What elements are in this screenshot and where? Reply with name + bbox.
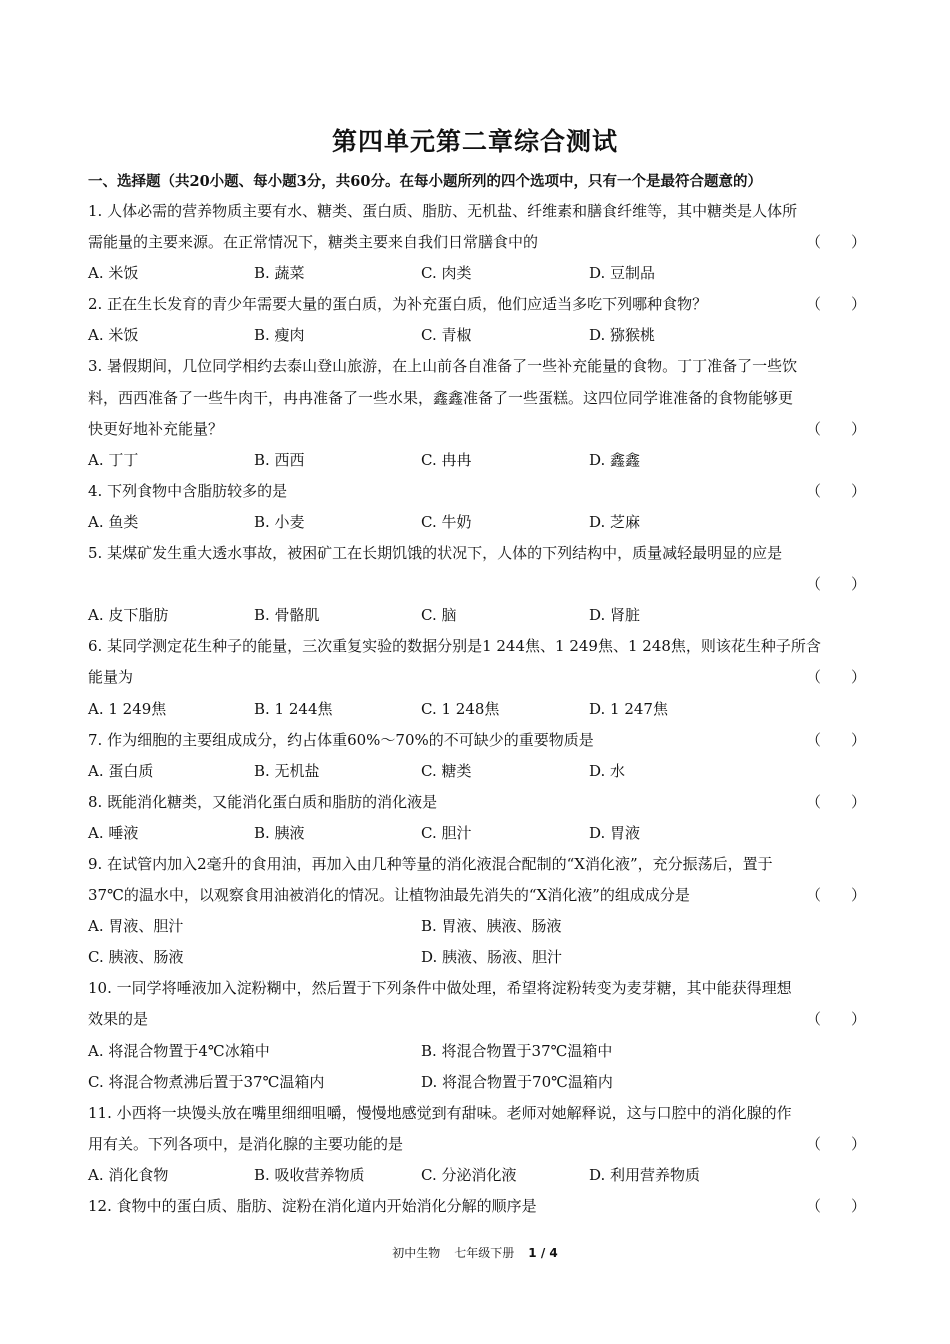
option-c: C. 分泌消化液 <box>421 1165 517 1184</box>
answer-blank: （ ） <box>806 419 867 438</box>
question-12 <box>88 1191 866 1222</box>
question-text: 8. 既能消化糖类，又能消化蛋白质和脂肪的消化液是 <box>88 792 438 811</box>
question-text: 效果的是 <box>88 1010 149 1029</box>
option-c: C. 青椒 <box>421 326 472 345</box>
footer-grade: 七年级下册 <box>454 1246 515 1260</box>
question-text: 12. 食物中的蛋白质、脂肪、淀粉在消化道内开始消化分解的顺序是 <box>88 1197 537 1215</box>
option-c: C. 糖类 <box>421 761 472 780</box>
question-2 <box>88 289 866 351</box>
question-text: 37℃的温水中，以观察食用油被消化的情况。让植物油最先消失的“X消化液”的组成成分是 <box>88 886 690 905</box>
question-6 <box>88 631 866 724</box>
option-b: B. 无机盐 <box>254 761 320 780</box>
option-d: D. 胰液、肠液、胆汁 <box>421 948 563 967</box>
option-b: B. 胃液、胰液、肠液 <box>421 917 562 936</box>
option-c: C. 胰液、肠液 <box>88 948 184 967</box>
question-10 <box>88 973 866 1097</box>
option-b: B. 蔬菜 <box>254 264 305 283</box>
section-heading: 一、选择题（共20小题、每小题3分，共60分。在每小题所列的四个选项中，只有一个是最符合题意的） <box>88 173 762 190</box>
question-list <box>88 196 866 1222</box>
question-text: 5. 某煤矿发生重大透水事故，被困矿工在长期饥饿的状况下，人体的下列结构中，质量减轻最明显的应是 <box>88 544 783 563</box>
question-text: 能量为 <box>88 668 134 687</box>
option-a: A. 将混合物置于4℃冰箱中 <box>88 1041 270 1060</box>
question-text: 11. 小西将一块馒头放在嘴里细细咀嚼，慢慢地感觉到有甜味。老师对她解释说，这与口腔中的消化腺的作 <box>88 1103 792 1122</box>
option-b: B. 骨骼肌 <box>254 606 320 625</box>
option-b: B. 小麦 <box>254 512 305 531</box>
question-9 <box>88 849 866 973</box>
answer-blank: （ ） <box>806 792 867 811</box>
question-text: 10. 一同学将唾液加入淀粉糊中，然后置于下列条件中做处理，希望将淀粉转变为麦芽糖，其中能获得理想 <box>88 979 792 998</box>
option-a: A. 丁丁 <box>88 450 139 469</box>
option-b: B. 将混合物置于37℃温箱中 <box>421 1041 613 1060</box>
option-c: C. 胆汁 <box>421 823 472 842</box>
option-d: D. 芝麻 <box>589 512 641 531</box>
answer-blank: （ ） <box>806 233 867 252</box>
page-footer <box>0 1244 950 1261</box>
option-b: B. 瘦肉 <box>254 326 305 345</box>
question-text: 7. 作为细胞的主要组成成分，约占体重60%～70%的不可缺少的重要物质是 <box>88 730 594 749</box>
page-number: 1 / 4 <box>528 1246 558 1260</box>
question-3 <box>88 351 866 475</box>
option-a: A. 皮下脂肪 <box>88 606 169 625</box>
question-text: 1. 人体必需的营养物质主要有水、糖类、蛋白质、脂肪、无机盐、纤维素和膳食纤维等，其中糖类是人体所 <box>88 202 798 220</box>
option-a: A. 胃液、胆汁 <box>88 917 184 936</box>
question-text: 2. 正在生长发育的青少年需要大量的蛋白质，为补充蛋白质，他们应适当多吃下列哪种食物？ <box>88 295 708 314</box>
option-d: D. 胃液 <box>589 823 641 842</box>
option-c: C. 肉类 <box>421 264 472 283</box>
question-4 <box>88 476 866 538</box>
answer-blank: （ ） <box>806 1197 867 1215</box>
question-5 <box>88 538 866 631</box>
option-c: C. 将混合物煮沸后置于37℃温箱内 <box>88 1072 325 1091</box>
option-c: C. 脑 <box>421 606 457 625</box>
option-b: B. 1 244焦 <box>254 699 333 718</box>
option-a: A. 蛋白质 <box>88 761 154 780</box>
question-text: 4. 下列食物中含脂肪较多的是 <box>88 481 288 500</box>
answer-blank: （ ） <box>806 730 867 749</box>
question-text: 用有关。下列各项中，是消化腺的主要功能的是 <box>88 1134 404 1153</box>
option-a: A. 1 249焦 <box>88 699 167 718</box>
option-d: D. 肾脏 <box>589 606 641 625</box>
option-c: C. 1 248焦 <box>421 699 500 718</box>
answer-blank: （ ） <box>806 1134 867 1153</box>
question-text: 6. 某同学测定花生种子的能量，三次重复实验的数据分别是1 244焦、1 249焦、1 248焦，则该花生种子所含 <box>88 637 821 656</box>
question-7 <box>88 725 866 787</box>
question-8 <box>88 787 866 849</box>
option-a: A. 米饭 <box>88 264 139 283</box>
option-a: A. 鱼类 <box>88 512 139 531</box>
question-text: 9. 在试管内加入2毫升的食用油，再加入由几种等量的消化液混合配制的“X消化液”，充分振荡后，置于 <box>88 854 773 873</box>
question-text: 3. 暑假期间，几位同学相约去泰山登山旅游，在上山前各自准备了一些补充能量的食物。丁丁准备了一些饮 <box>88 357 798 376</box>
question-text: 需能量的主要来源。在正常情况下，糖类主要来自我们日常膳食中的 <box>88 233 539 252</box>
question-11 <box>88 1098 866 1191</box>
option-b: B. 胰液 <box>254 823 305 842</box>
question-text: 快更好地补充能量？ <box>88 419 224 438</box>
option-d: D. 1 247焦 <box>589 699 668 718</box>
answer-blank: （ ） <box>806 886 867 905</box>
page-title: 第四单元第二章综合测试 <box>331 127 618 156</box>
footer-subject: 初中生物 <box>392 1246 441 1260</box>
option-d: D. 鑫鑫 <box>589 450 641 469</box>
option-b: B. 吸收营养物质 <box>254 1165 365 1184</box>
option-d: D. 猕猴桃 <box>589 326 656 345</box>
option-d: D. 豆制品 <box>589 264 656 283</box>
answer-blank: （ ） <box>806 575 867 594</box>
answer-blank: （ ） <box>806 295 867 314</box>
option-c: C. 牛奶 <box>421 512 472 531</box>
option-b: B. 西西 <box>254 450 305 469</box>
option-a: A. 唾液 <box>88 823 139 842</box>
option-d: D. 水 <box>589 761 626 780</box>
answer-blank: （ ） <box>806 1010 867 1029</box>
option-a: A. 米饭 <box>88 326 139 345</box>
option-c: C. 冉冉 <box>421 450 472 469</box>
option-d: D. 将混合物置于70℃温箱内 <box>421 1072 613 1091</box>
question-1 <box>88 196 866 289</box>
answer-blank: （ ） <box>806 668 867 687</box>
question-text: 料，西西准备了一些牛肉干，冉冉准备了一些水果，鑫鑫准备了一些蛋糕。这四位同学谁准备的食物能够更 <box>88 388 794 407</box>
option-a: A. 消化食物 <box>88 1165 169 1184</box>
option-d: D. 利用营养物质 <box>589 1165 701 1184</box>
answer-blank: （ ） <box>806 481 867 500</box>
